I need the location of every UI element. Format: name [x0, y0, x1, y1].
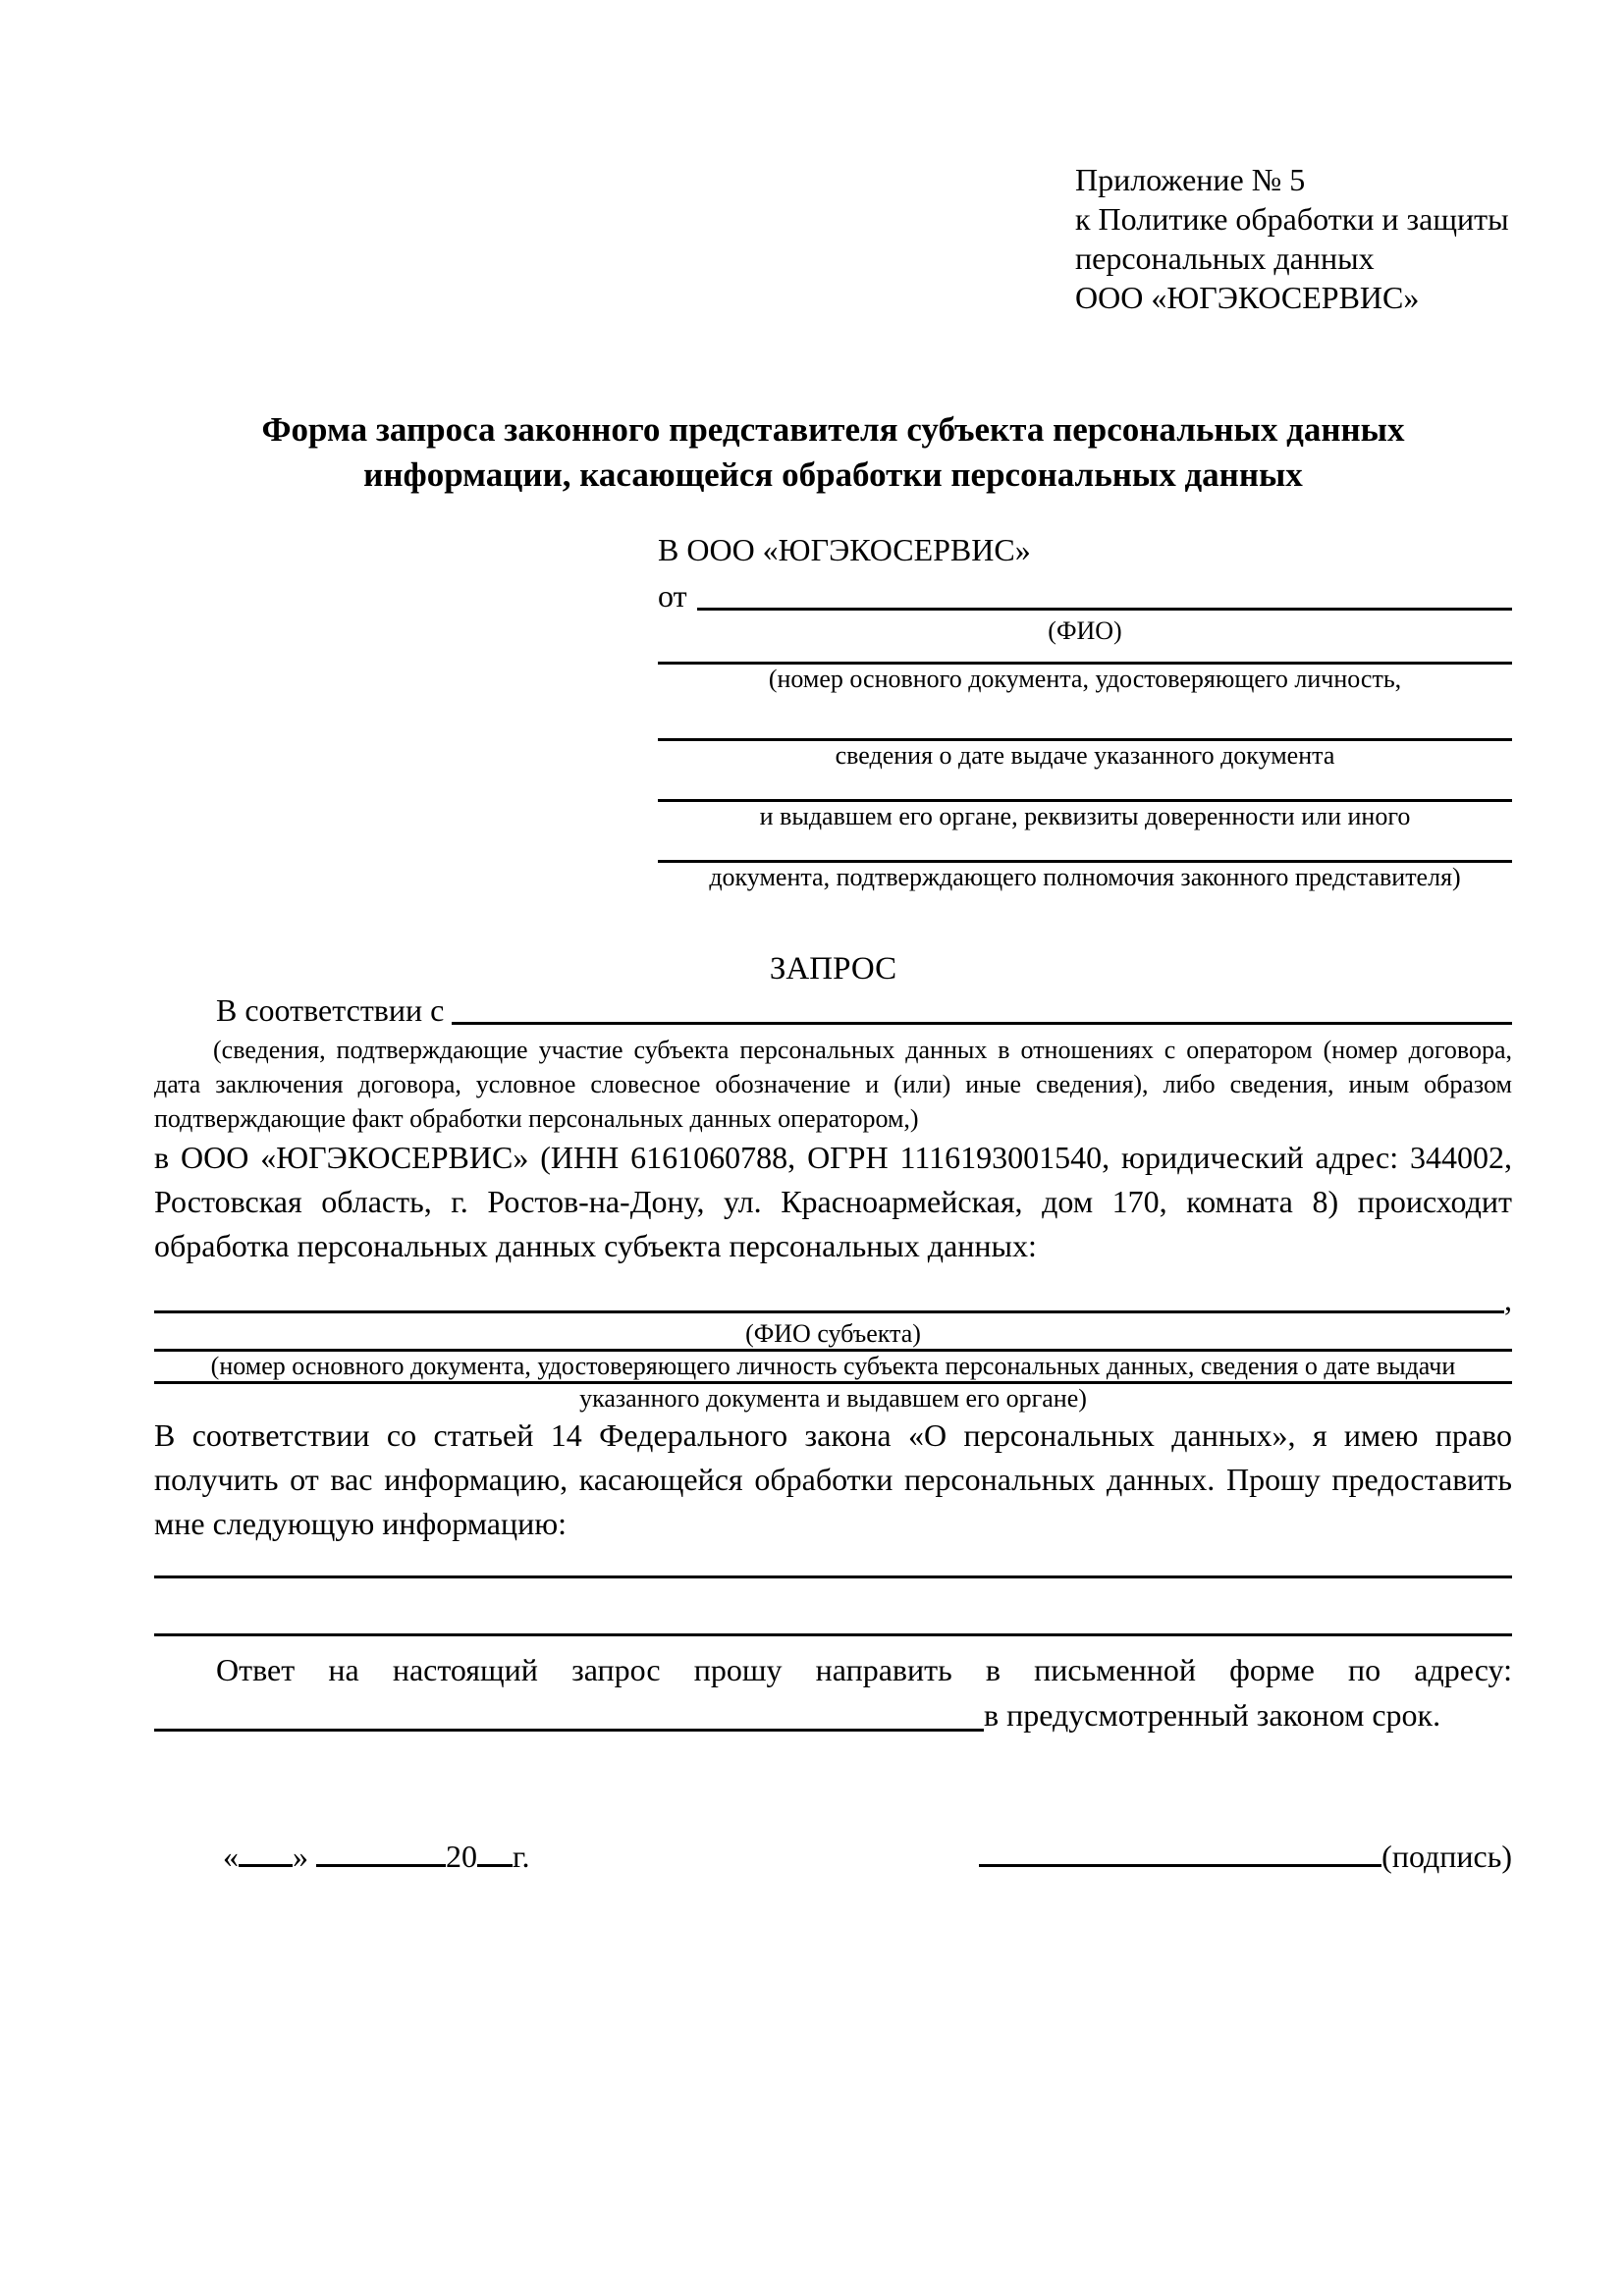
authority-document-caption: документа, подтверждающего полномочия законного представителя)	[709, 863, 1461, 891]
intro-label: В соответствии с	[216, 992, 445, 1028]
operator-paragraph: в ООО «ЮГЭКОСЕРВИС» (ИНН 6161060788, ОГРН 1116193001540, юридический адрес: 344002, Ростовская область, г. Ростов-на-Дону, ул. Красноармейская, дом 170, комната 8) происходит обработка персональных данных субъекта персональных данных:	[154, 1140, 1512, 1263]
addressee-block	[658, 530, 1512, 892]
fio-caption: (ФИО)	[1048, 616, 1122, 645]
subject-document-caption-line1: (номер основного документа, удостоверяющего личность субъекта персональных данных, сведения о дате выдачи	[210, 1352, 1456, 1380]
appendix-note-line: персональных данных	[1075, 240, 1375, 276]
date-quote-close: »	[293, 1839, 308, 1874]
from-label: от	[658, 578, 687, 614]
fio-blank-line	[697, 575, 1512, 611]
intro-blank-line	[452, 989, 1512, 1025]
appendix-note-line: к Политике обработки и защиты	[1075, 201, 1509, 237]
subject-fio-caption: (ФИО субъекта)	[745, 1319, 921, 1348]
footer-row	[154, 1836, 1512, 1877]
intro-caption: (сведения, подтверждающие участие субъекта персональных данных в отношениях с оператором (номер договора, дата заключения договора, условное словесное обозначение и (или) иные сведения), либо сведения, иным образом подтверждающие факт обработки персональных данных оператором,)	[154, 1036, 1512, 1133]
request-heading: ЗАПРОС	[769, 951, 897, 987]
law-paragraph: В соответствии со статьей 14 Федерального закона «О персональных данных», я имею право получить от вас информацию, касающейся обработки персональных данных. Прошу предоставить мне следующую информацию:	[154, 1417, 1512, 1541]
date-month-blank-line	[316, 1841, 446, 1867]
reply-address-blank-line	[154, 1692, 984, 1732]
appendix-note-line: Приложение № 5	[1075, 162, 1306, 197]
appendix-note	[1075, 160, 1512, 317]
document-number-caption: (номер основного документа, удостоверяющего личность,	[768, 665, 1402, 693]
date-year-prefix: 20	[446, 1839, 477, 1874]
date-day-blank-line	[239, 1841, 293, 1867]
information-blank-line-1	[154, 1575, 1512, 1578]
subject-document-caption-line2: указанного документа и выдавшем его органе)	[579, 1384, 1087, 1413]
subject-fio-line	[154, 1280, 1512, 1319]
reply-request-paragraph: Ответ на настоящий запрос прошу направить в письменной форме по адресу:	[216, 1652, 1512, 1687]
signature-caption: (подпись)	[1381, 1839, 1512, 1874]
issue-date-caption: сведения о дате выдаче указанного документа	[835, 741, 1335, 770]
document-title-line1: Форма запроса законного представителя субъекта персональных данных	[261, 410, 1405, 449]
document-title-line2: информации, касающейся обработки персональных данных	[363, 455, 1303, 494]
reply-tail-text: в предусмотренный законом срок.	[984, 1697, 1441, 1733]
subject-fio-line-suffix: ,	[1504, 1282, 1512, 1317]
date-year-blank-line	[477, 1841, 513, 1867]
from-line	[658, 575, 1512, 616]
reply-address-line	[154, 1692, 1512, 1737]
addressee-organization: В ООО «ЮГЭКОСЕРВИС»	[658, 532, 1031, 567]
intro-line	[154, 989, 1512, 1031]
date-year-suffix: г.	[513, 1839, 530, 1874]
issuing-authority-caption: и выдавшем его органе, реквизиты доверенности или иного	[759, 802, 1411, 830]
date-quote-open: «	[223, 1839, 239, 1874]
information-blank-line-2	[154, 1633, 1512, 1636]
subject-fio-blank-line	[154, 1280, 1504, 1313]
appendix-note-line: ООО «ЮГЭКОСЕРВИС»	[1075, 280, 1420, 315]
document-title	[154, 407, 1512, 498]
signature-blank-line	[979, 1841, 1381, 1867]
signature-group	[979, 1836, 1512, 1877]
date-group	[154, 1836, 530, 1877]
